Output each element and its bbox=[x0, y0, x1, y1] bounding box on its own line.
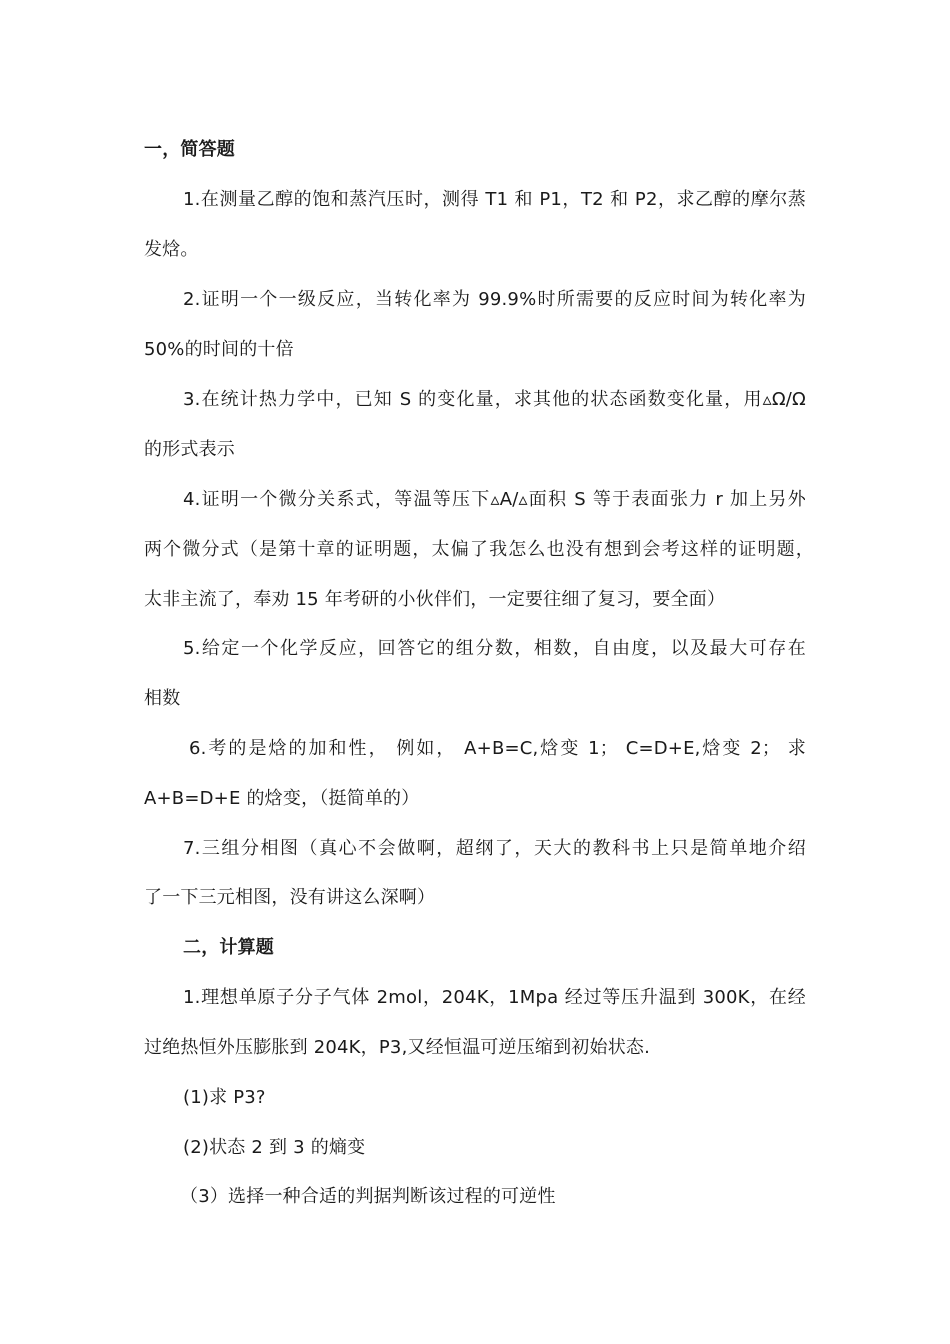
section-heading-calculation: 二，计算题 bbox=[183, 937, 274, 958]
question-1-line-2: 发焓。 bbox=[144, 239, 199, 260]
question-2-line-2: 50%的时间的十倍 bbox=[144, 339, 294, 360]
question-7-line-2: 了一下三元相图，没有讲这么深啊） bbox=[144, 887, 436, 908]
section-heading-short-answer: 一，简答题 bbox=[144, 139, 235, 160]
question-1-line-1: 1.在测量乙醇的饱和蒸汽压时，测得 T1 和 P1，T2 和 P2，求乙醇的摩尔蒸 bbox=[183, 189, 806, 210]
question-5-line-1: 5.给定一个化学反应，回答它的组分数，相数，自由度，以及最大可存在 bbox=[183, 638, 806, 659]
question-3-line-1: 3.在统计热力学中，已知 S 的变化量，求其他的状态函数变化量，用▵Ω/Ω bbox=[183, 389, 806, 410]
calc-question-1-line-2: 过绝热恒外压膨胀到 204K，P3,又经恒温可逆压缩到初始状态. bbox=[144, 1037, 651, 1058]
question-3-line-2: 的形式表示 bbox=[144, 439, 235, 460]
question-2-line-1: 2.证明一个一级反应，当转化率为 99.9%时所需要的反应时间为转化率为 bbox=[183, 289, 806, 310]
question-6-line-1: 6.考的是焓的加和性， 例如， A+B=C,焓变 1； C=D+E,焓变 2； 求 bbox=[189, 738, 806, 759]
question-4-line-2: 两个微分式（是第十章的证明题，太偏了我怎么也没有想到会考这样的证明题， bbox=[144, 539, 814, 560]
question-7-line-1: 7.三组分相图（真心不会做啊，超纲了，天大的教科书上只是简单地介绍 bbox=[183, 838, 806, 859]
calc-question-1-sub-1: (1)求 P3? bbox=[183, 1087, 266, 1108]
question-5-line-2: 相数 bbox=[144, 688, 181, 709]
question-4-line-3: 太非主流了，奉劝 15 年考研的小伙伴们，一定要往细了复习，要全面） bbox=[144, 589, 726, 610]
question-6-line-2: A+B=D+E 的焓变，（挺简单的） bbox=[144, 788, 420, 809]
calc-question-1-line-1: 1.理想单原子分子气体 2mol，204K，1Mpa 经过等压升温到 300K，在经 bbox=[183, 987, 806, 1008]
calc-question-1-sub-3: （3）选择一种合适的判据判断该过程的可逆性 bbox=[180, 1186, 556, 1207]
calc-question-1-sub-2: (2)状态 2 到 3 的熵变 bbox=[183, 1137, 366, 1158]
question-4-line-1: 4.证明一个微分关系式，等温等压下▵A/▵面积 S 等于表面张力 r 加上另外 bbox=[183, 489, 806, 510]
